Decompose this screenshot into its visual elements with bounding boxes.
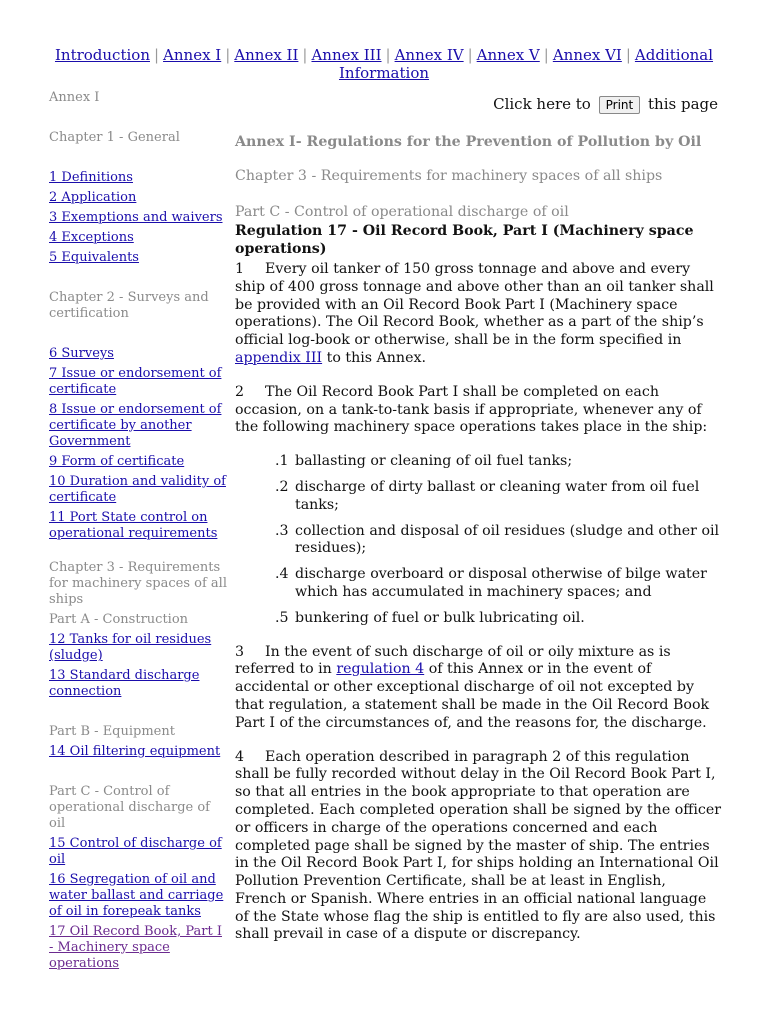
sidebar-link-issue-by-another-government[interactable]: 8 Issue or endorsement of certificate by another Government [49, 402, 222, 449]
paragraph-text: of this Annex or in the event of accidental or other exceptional discharge of oil not excepted by that regulation, a statement shall be made in the Oil Record Book Part I of the circumstances of, and the reasons for, the discharge. [235, 661, 710, 731]
paragraph-text: to this Annex. [326, 349, 426, 366]
chapter-title: Chapter 3 - Requirements for machinery spaces of all ships [235, 167, 663, 184]
paragraph-number: 3 [235, 643, 245, 660]
regulation-4-link[interactable]: regulation 4 [336, 661, 425, 678]
paragraph-2 [235, 384, 721, 437]
nav-separator: | [153, 46, 160, 64]
sidebar-chapter-1-heading: Chapter 1 - General [49, 130, 180, 145]
list-item [275, 479, 721, 515]
print-prefix: Click here to [493, 95, 591, 113]
sidebar-link-surveys[interactable]: 6 Surveys [49, 346, 114, 361]
nav-separator: | [625, 46, 631, 64]
main-content [235, 134, 721, 960]
list-item [275, 453, 721, 471]
item-text: ballasting or cleaning of oil fuel tanks; [295, 453, 573, 470]
item-number: .2 [275, 478, 289, 495]
item-number: .4 [275, 566, 289, 583]
paragraph-text: The Oil Record Book Part I shall be completed on each occasion, on a tank-to-tank basis if appropriate, whenever any of the following machinery space operations takes place in the ship: [235, 383, 708, 436]
nav-link-annex-4[interactable]: Annex IV [394, 46, 464, 64]
paragraph-text: Every oil tanker of 150 gross tonnage and above and every ship of 400 gross tonnage and above other than an oil tanker shall be provided with an Oil Record Book Part I (Machinery space operations). The Oil Record Book, whether as a part of the ship’s official log-book or otherwise, shall be in the form specified in [235, 260, 714, 349]
sidebar-link-definitions[interactable]: 1 Definitions [49, 170, 133, 185]
sidebar-link-duration-validity[interactable]: 10 Duration and validity of certificate [49, 474, 226, 505]
nav-link-annex-2[interactable]: Annex II [234, 46, 299, 64]
annex-title: Annex I- Regulations for the Prevention of Pollution by Oil [235, 134, 702, 150]
sidebar [49, 90, 227, 976]
sidebar-chapter-2-heading: Chapter 2 - Surveys and certification [49, 290, 209, 321]
sidebar-part-a-heading: Part A - Construction [49, 612, 189, 627]
paragraph-number: 1 [235, 260, 245, 277]
sidebar-link-segregation[interactable]: 16 Segregation of oil and water ballast and carriage of oil in forepeak tanks [49, 872, 224, 919]
appendix-3-link[interactable]: appendix III [235, 349, 323, 366]
sidebar-annex-heading: Annex I [49, 90, 100, 105]
top-navigation [48, 46, 720, 82]
part-title: Part C - Control of operational discharge of oil [235, 203, 569, 220]
list-item [275, 523, 721, 559]
sidebar-link-application[interactable]: 2 Application [49, 190, 137, 205]
item-number: .3 [275, 522, 289, 539]
sidebar-link-oil-record-book[interactable]: 17 Oil Record Book, Part I - Machinery space operations [49, 924, 223, 971]
item-text: discharge overboard or disposal otherwise of bilge water which has accumulated in machinery spaces; and [295, 566, 707, 600]
item-text: collection and disposal of oil residues (sludge and other oil residues); [295, 522, 720, 557]
nav-link-additional-information[interactable]: Additional Information [338, 46, 714, 82]
print-bar [493, 95, 718, 114]
item-number: .1 [275, 453, 289, 470]
list-item [275, 566, 721, 602]
sidebar-part-c-heading: Part C - Control of operational discharge of oil [49, 784, 210, 831]
paragraph-4 [235, 749, 721, 945]
print-button[interactable]: Print [599, 96, 641, 114]
print-suffix: this page [648, 95, 718, 113]
paragraph-number: 2 [235, 383, 245, 400]
sidebar-link-form-of-certificate[interactable]: 9 Form of certificate [49, 454, 185, 469]
operations-list [275, 453, 721, 627]
nav-link-annex-6[interactable]: Annex VI [552, 46, 622, 64]
sidebar-link-issue-certificate[interactable]: 7 Issue or endorsement of certificate [49, 366, 222, 397]
sidebar-link-exemptions[interactable]: 3 Exemptions and waivers [49, 210, 223, 225]
sidebar-link-equivalents[interactable]: 5 Equivalents [49, 250, 139, 265]
item-text: bunkering of fuel or bulk lubricating oil. [295, 609, 585, 626]
nav-link-introduction[interactable]: Introduction [54, 46, 150, 64]
list-item [275, 610, 721, 628]
sidebar-part-b-heading: Part B - Equipment [49, 724, 175, 739]
paragraph-3 [235, 644, 721, 733]
nav-separator: | [225, 46, 231, 64]
sidebar-link-port-state-control[interactable]: 11 Port State control on operational requirements [49, 510, 218, 541]
item-number: .5 [275, 609, 289, 626]
paragraph-text: In the event of such discharge of oil or oily mixture as is referred to in [235, 643, 671, 678]
regulation-title: Regulation 17 - Oil Record Book, Part I (Machinery space operations) [235, 223, 694, 258]
sidebar-link-standard-discharge[interactable]: 13 Standard discharge connection [49, 668, 200, 699]
paragraph-1 [235, 261, 721, 368]
nav-link-annex-1[interactable]: Annex I [163, 46, 222, 64]
sidebar-link-tanks-oil-residues[interactable]: 12 Tanks for oil residues (sludge) [49, 632, 212, 663]
nav-link-annex-3[interactable]: Annex III [311, 46, 382, 64]
nav-separator: | [543, 46, 549, 64]
nav-separator: | [467, 46, 473, 64]
paragraph-number: 4 [235, 748, 245, 765]
sidebar-link-oil-filtering[interactable]: 14 Oil filtering equipment [49, 744, 221, 759]
nav-link-annex-5[interactable]: Annex V [476, 46, 540, 64]
sidebar-link-control-discharge[interactable]: 15 Control of discharge of oil [49, 836, 222, 867]
nav-separator: | [385, 46, 391, 64]
sidebar-link-exceptions[interactable]: 4 Exceptions [49, 230, 134, 245]
sidebar-chapter-3-heading: Chapter 3 - Requirements for machinery spaces of all ships [49, 560, 227, 607]
paragraph-text: Each operation described in paragraph 2 of this regulation shall be fully recorded without delay in the Oil Record Book Part I, so that all entries in the book appropriate to that operation are completed. Each completed operation shall be signed by the officer or officers in charge of the operations concerned and each completed page shall be signed by the master of ship. The entries in the Oil Record Book Part I, for ships holding an International Oil Pollution Prevention Certificate, shall be at least in English, French or Spanish. Where entries in an official national language of the State whose flag the ship is entitled to fly are also used, this shall prevail in case of a dispute or discrepancy. [235, 748, 722, 943]
nav-separator: | [302, 46, 308, 64]
item-text: discharge of dirty ballast or cleaning water from oil fuel tanks; [295, 478, 700, 513]
